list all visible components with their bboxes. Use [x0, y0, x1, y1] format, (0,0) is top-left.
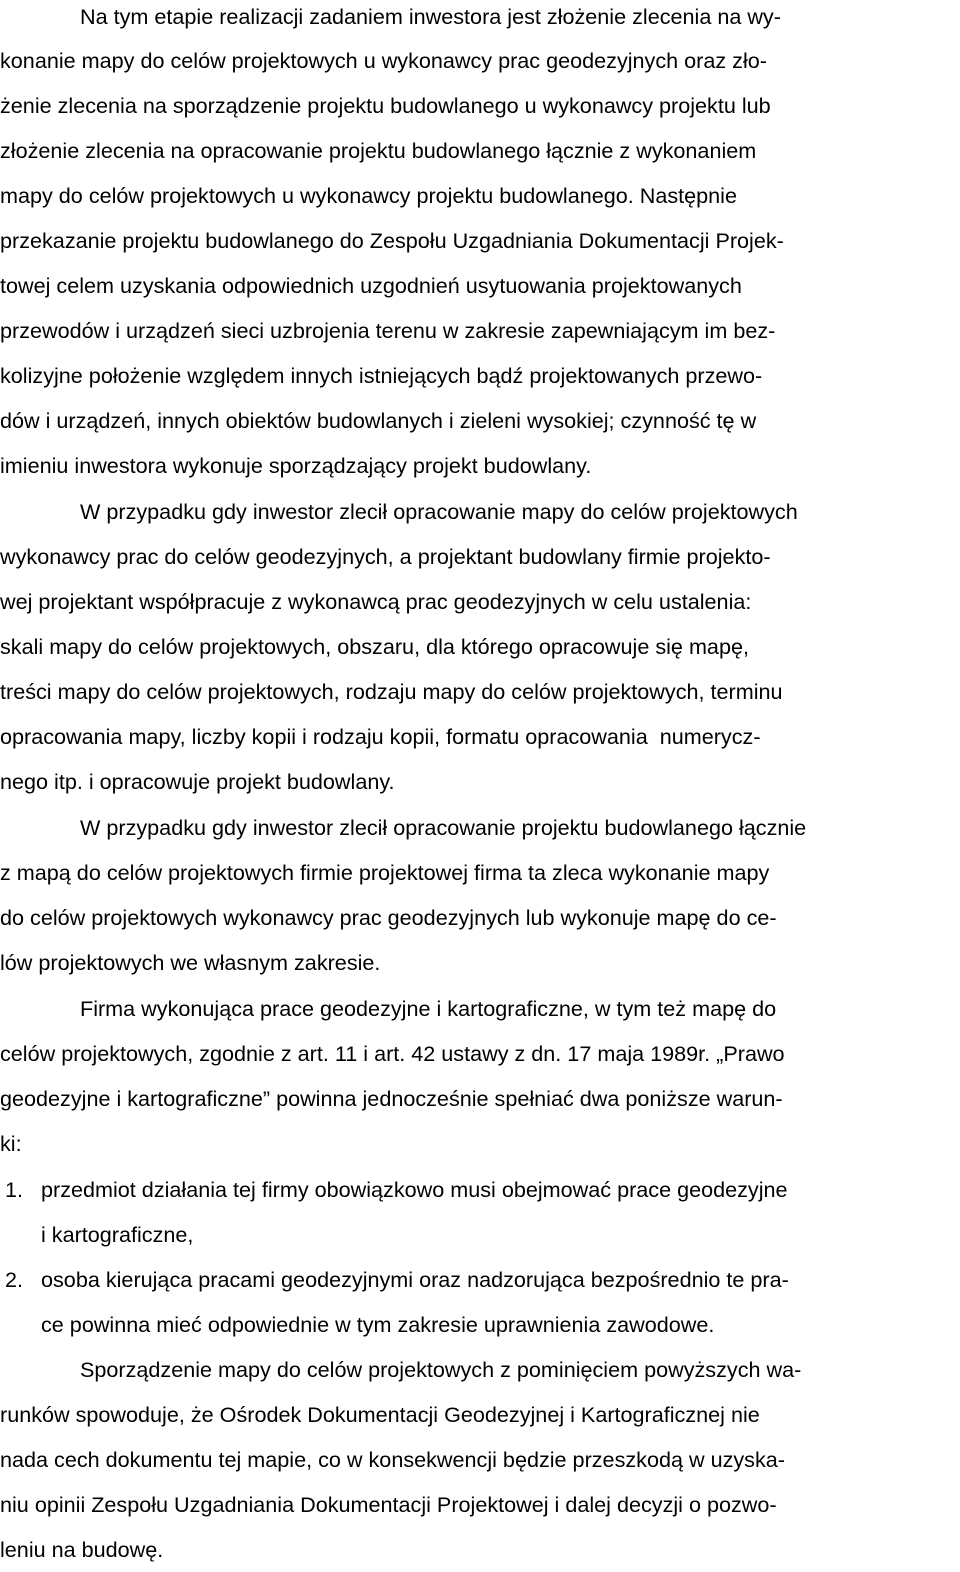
paragraph-5-line-2: runków spowoduje, że Ośrodek Dokumentacji Geodezyjnej i Kartograficznej nie	[0, 1402, 760, 1427]
list-item-1-line-1: przedmiot działania tej firmy obowiązkowo musi obejmować prace geodezyjne	[41, 1177, 788, 1202]
list-item-2-line-1: osoba kierująca pracami geodezyjnymi oraz nadzorująca bezpośrednio te pra-	[41, 1267, 789, 1292]
paragraph-1-line-2: konanie mapy do celów projektowych u wykonawcy prac geodezyjnych oraz zło-	[0, 48, 767, 73]
paragraph-2-line-7: nego itp. i opracowuje projekt budowlany.	[0, 769, 395, 794]
paragraph-5-line-5: leniu na budowę.	[0, 1537, 164, 1562]
paragraph-1-line-6: przekazanie projektu budowlanego do Zespołu Uzgadniania Dokumentacji Projek-	[0, 228, 784, 253]
paragraph-1-line-11: imieniu inwestora wykonuje sporządzający projekt budowlany.	[0, 453, 592, 478]
paragraph-1-line-9: kolizyjne położenie względem innych istniejących bądź projektowanych przewo-	[0, 363, 763, 388]
paragraph-1-line-1: Na tym etapie realizacji zadaniem inwestora jest złożenie zlecenia na wy-	[80, 4, 781, 29]
paragraph-5-line-4: niu opinii Zespołu Uzgadniania Dokumentacji Projektowej i dalej decyzji o pozwo-	[0, 1492, 777, 1517]
paragraph-2-line-5: treści mapy do celów projektowych, rodzaju mapy do celów projektowych, terminu	[0, 679, 783, 704]
paragraph-1-line-3: żenie zlecenia na sporządzenie projektu budowlanego u wykonawcy projektu lub	[0, 93, 771, 118]
paragraph-3-line-2: z mapą do celów projektowych firmie projektowej firma ta zleca wykonanie mapy	[0, 860, 770, 885]
paragraph-2-line-3: wej projektant współpracuje z wykonawcą prac geodezyjnych w celu ustalenia:	[0, 589, 752, 614]
list-item-2-line-2: ce powinna mieć odpowiednie w tym zakresie uprawnienia zawodowe.	[41, 1312, 715, 1337]
paragraph-1-line-7: towej celem uzyskania odpowiednich uzgodnień usytuowania projektowanych	[0, 273, 742, 298]
paragraph-2-line-6: opracowania mapy, liczby kopii i rodzaju kopii, formatu opracowania numerycz-	[0, 724, 761, 749]
paragraph-5-line-3: nada cech dokumentu tej mapie, co w konsekwencji będzie przeszkodą w uzyska-	[0, 1447, 785, 1472]
list-item-1-line-2: i kartograficzne,	[41, 1222, 194, 1247]
paragraph-2-line-2: wykonawcy prac do celów geodezyjnych, a projektant budowlany firmie projekto-	[0, 544, 771, 569]
paragraph-1-line-5: mapy do celów projektowych u wykonawcy projektu budowlanego. Następnie	[0, 183, 737, 208]
paragraph-4-line-1: Firma wykonująca prace geodezyjne i kartograficzne, w tym też mapę do	[80, 996, 777, 1021]
paragraph-4-line-2: celów projektowych, zgodnie z art. 11 i art. 42 ustawy z dn. 17 maja 1989r. „Prawo	[0, 1041, 785, 1066]
paragraph-3-line-1: W przypadku gdy inwestor zlecił opracowanie projektu budowlanego łącznie	[80, 815, 807, 840]
paragraph-2-line-4: skali mapy do celów projektowych, obszaru, dla którego opracowuje się mapę,	[0, 634, 749, 659]
paragraph-1-line-10: dów i urządzeń, innych obiektów budowlanych i zieleni wysokiej; czynność tę w	[0, 408, 757, 433]
list-item-1-number: 1.	[5, 1177, 24, 1202]
paragraph-1-line-8: przewodów i urządzeń sieci uzbrojenia terenu w zakresie zapewniającym im bez-	[0, 318, 776, 343]
paragraph-4-line-3: geodezyjne i kartograficzne” powinna jednocześnie spełniać dwa poniższe warun-	[0, 1086, 783, 1111]
paragraph-2-line-1: W przypadku gdy inwestor zlecił opracowanie mapy do celów projektowych	[80, 499, 798, 524]
paragraph-5-line-1: Sporządzenie mapy do celów projektowych z pominięciem powyższych wa-	[80, 1357, 802, 1382]
paragraph-1-line-4: złożenie zlecenia na opracowanie projektu budowlanego łącznie z wykonaniem	[0, 138, 757, 163]
paragraph-3-line-3: do celów projektowych wykonawcy prac geodezyjnych lub wykonuje mapę do ce-	[0, 905, 777, 930]
paragraph-4-line-4: ki:	[0, 1131, 22, 1156]
paragraph-3-line-4: lów projektowych we własnym zakresie.	[0, 950, 381, 975]
list-item-2-number: 2.	[5, 1267, 24, 1292]
